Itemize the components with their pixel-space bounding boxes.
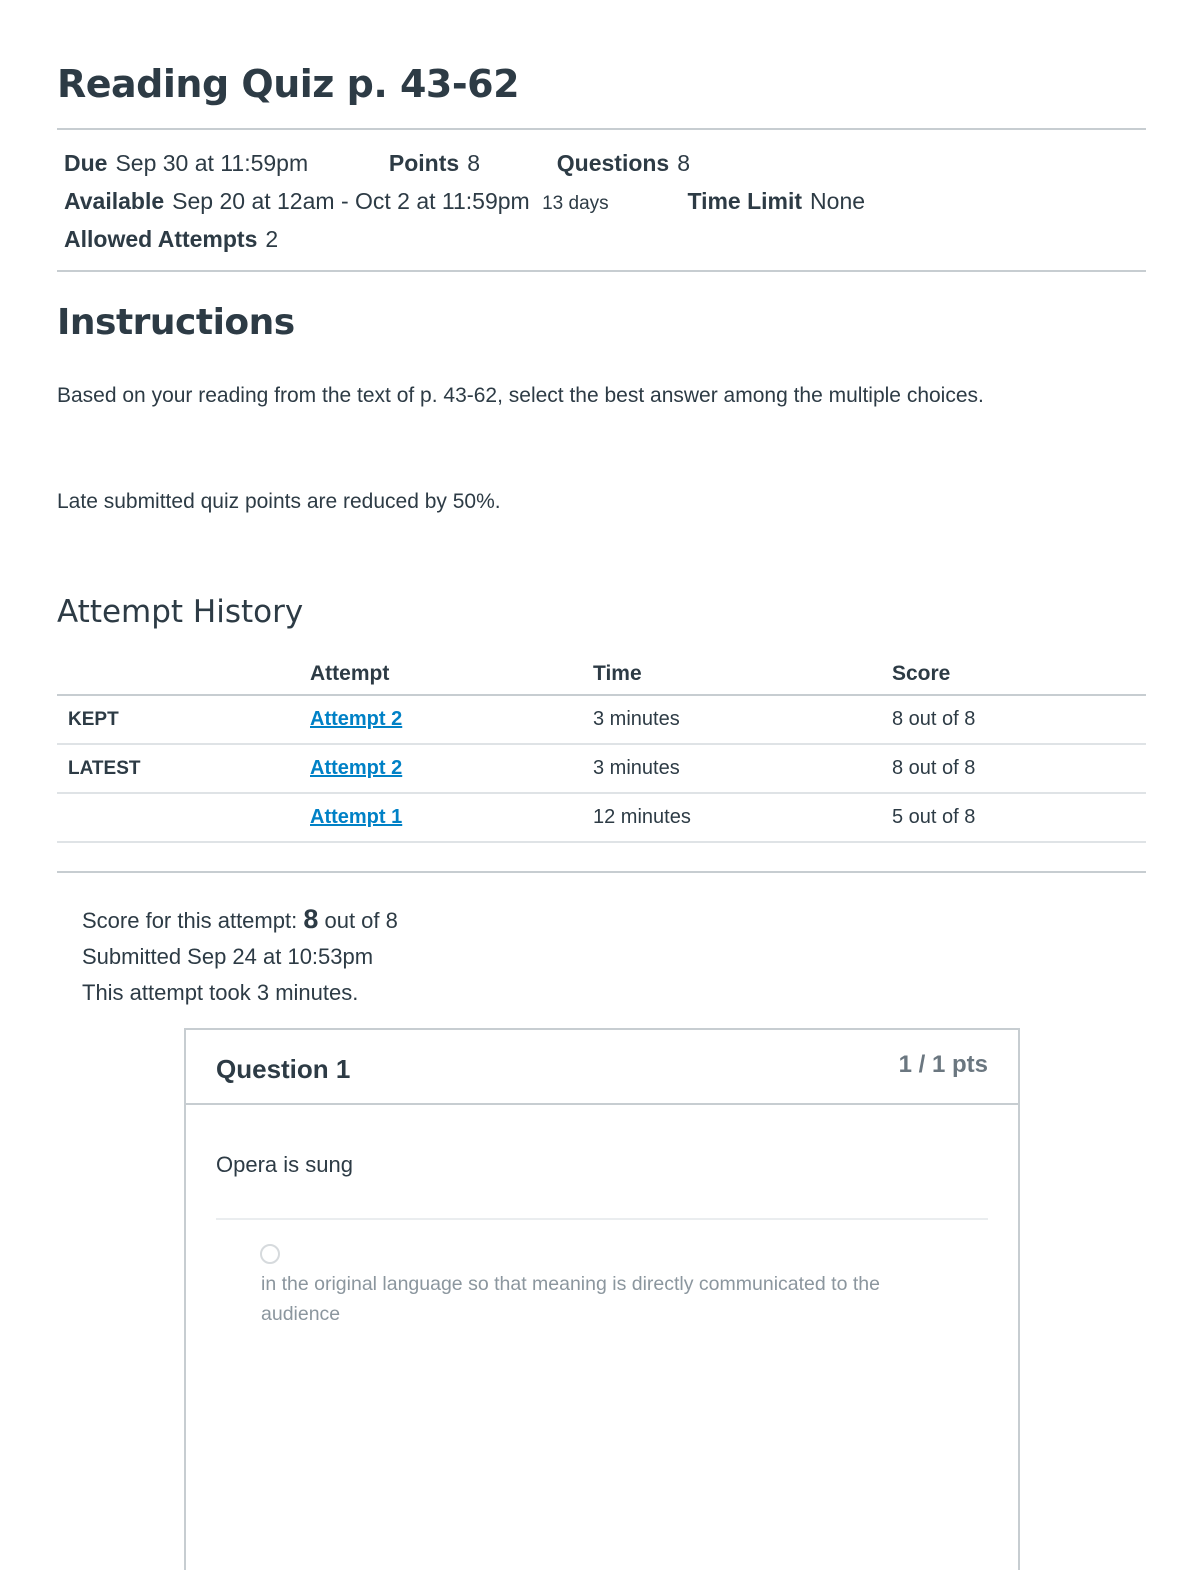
- submitted-date: Submitted Sep 24 at 10:53pm: [82, 944, 374, 969]
- divider: [216, 1218, 988, 1220]
- attempt-time: 3 minutes: [593, 744, 892, 793]
- attempt-time: 3 minutes: [593, 695, 892, 744]
- available-label: Available: [64, 188, 165, 214]
- column-header-attempt: Attempt: [310, 656, 593, 695]
- column-header-score: Score: [892, 656, 1146, 695]
- attempt-time: 12 minutes: [593, 793, 892, 842]
- table-row: [57, 793, 1146, 842]
- question-points: 1 / 1 pts: [898, 1051, 988, 1078]
- attempt-history-table: [57, 656, 1146, 843]
- row-status-label: [57, 793, 310, 842]
- available-value: Sep 20 at 12am - Oct 2 at 11:59pm: [172, 188, 530, 214]
- divider: [57, 270, 1146, 272]
- quiz-meta-row-1: [64, 150, 690, 177]
- attempt-link[interactable]: Attempt 1: [310, 806, 403, 828]
- questions-value: 8: [677, 150, 691, 176]
- questions-label: Questions: [556, 150, 670, 176]
- attempt-link[interactable]: Attempt 2: [310, 708, 403, 730]
- question-title: Question 1: [216, 1054, 351, 1084]
- divider: [57, 128, 1146, 130]
- points-value: 8: [467, 150, 480, 176]
- due-label: Due: [64, 150, 108, 176]
- score-value: 8: [303, 904, 319, 934]
- row-status-label: KEPT: [57, 695, 310, 744]
- question-text: Opera is sung: [216, 1152, 353, 1177]
- question-header: [186, 1030, 1018, 1105]
- attempt-history-heading: Attempt History: [57, 594, 304, 630]
- attempt-score: 8 out of 8: [892, 695, 1146, 744]
- points-label: Points: [388, 150, 460, 176]
- attempt-score: 8 out of 8: [892, 744, 1146, 793]
- question-card: [184, 1028, 1020, 1570]
- page-title: Reading Quiz p. 43-62: [57, 62, 520, 106]
- late-policy-paragraph: Late submitted quiz points are reduced by 50%.: [57, 490, 501, 513]
- attempt-score-summary: [82, 904, 398, 935]
- table-row: [57, 695, 1146, 744]
- score-prefix: Score for this attempt:: [82, 908, 298, 933]
- instructions-heading: Instructions: [57, 302, 295, 343]
- quiz-meta-row-2: [64, 188, 865, 215]
- allowed-attempts-value: 2: [265, 226, 279, 252]
- divider: [57, 871, 1146, 873]
- table-header-row: [57, 656, 1146, 695]
- available-days: 13 days: [542, 193, 609, 214]
- due-value: Sep 30 at 11:59pm: [115, 150, 309, 176]
- answer-radio[interactable]: [260, 1244, 280, 1264]
- column-header-label: [57, 656, 310, 695]
- answer-option-text: in the original language so that meaning is directly communicated to the audience: [261, 1273, 880, 1325]
- attempt-link[interactable]: Attempt 2: [310, 757, 403, 779]
- allowed-attempts-label: Allowed Attempts: [64, 226, 258, 252]
- row-status-label: LATEST: [57, 744, 310, 793]
- instructions-paragraph: Based on your reading from the text of p. 43-62, select the best answer among the multiple choices.: [57, 384, 984, 407]
- time-limit-label: Time Limit: [687, 188, 803, 214]
- table-row: [57, 744, 1146, 793]
- column-header-time: Time: [593, 656, 892, 695]
- time-limit-value: None: [810, 188, 866, 214]
- attempt-score: 5 out of 8: [892, 793, 1146, 842]
- score-suffix: out of 8: [324, 908, 398, 933]
- quiz-meta-row-3: [64, 226, 278, 253]
- attempt-duration: This attempt took 3 minutes.: [82, 980, 359, 1005]
